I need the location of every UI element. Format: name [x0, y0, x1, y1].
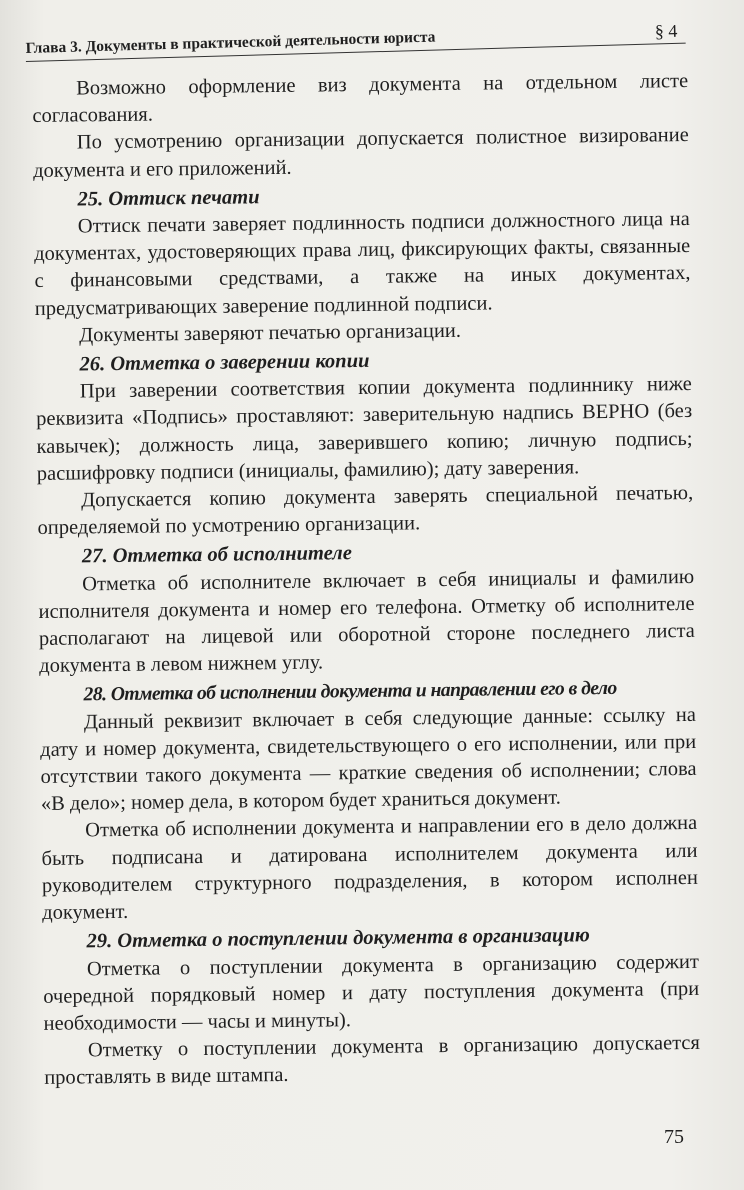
- heading-27: 27. Отметка об исполнителе: [81, 542, 353, 568]
- paragraph: Оттиск печати заверяет подлинность подписи должностного лица на документах, удостоверяющих права лиц, фиксирующих факты, связанные с финансовыми средствами, а также на иных документах, предусматривающих заверение подлинной подписи.: [34, 207, 691, 320]
- heading-29: 29. Отметка о поступлении документа в организацию: [86, 924, 590, 953]
- heading-25: 25. Оттиск печати: [77, 186, 260, 211]
- heading-26: 26. Отметка о заверении копии: [79, 349, 370, 376]
- paragraph: Отметку о поступлении документа в организацию допускается проставлять в виде штампа.: [44, 1032, 700, 1090]
- paragraph: Возможно оформление виз документа на отдельном листе согласования.: [32, 69, 689, 128]
- paragraph: Отметка об исполнении документа и направлении его в дело должна быть подписана и датирована исполнителем документа или руководителем структурного подразделения, в котором исполнен документ.: [41, 812, 698, 925]
- paragraph: Допускается копию документа заверять специальной печатью, определяемой по усмотрению организации.: [37, 482, 694, 540]
- paragraph: Отметка о поступлении документа в организацию содержит очередной порядковый номер и дату поступления документа (при необходимости — часы и минуты).: [43, 950, 700, 1035]
- paragraph: Документы заверяют печатью организации.: [79, 319, 462, 347]
- paragraph: Данный реквизит включает в себя следующие данные: ссылку на дату и номер документа, свидетельствующего о его исполнении, или при отсутствии такого документа — краткие сведения об исполнении; слова «В дело»; номер дела, в котором будет храниться документ.: [40, 703, 697, 816]
- heading-28: 28. Отметка об исполнении документа и направлении его в дело: [83, 678, 617, 706]
- section-number: § 4: [654, 20, 678, 42]
- page-number: 75: [664, 1126, 684, 1148]
- paragraph: Отметка об исполнителе включает в себя инициалы и фамилию исполнителя документа и номер его телефона. Отметку об исполнителе располагают на лицевой или оборотной стороне последнего листа документа в левом нижнем углу.: [38, 565, 695, 678]
- paragraph: По усмотрению организации допускается полистное визирование документа и его приложений.: [33, 124, 689, 182]
- chapter-title: Глава 3. Документы в практической деятельности юриста: [25, 28, 436, 58]
- running-header: [25, 12, 686, 64]
- paragraph: При заверении соответствия копии документа подлиннику ниже реквизита «Подпись» проставляют: заверительную надпись ВЕРНО (без кавычек); должность лица, заверившего копию; личную подпись; расшифровку подписи (инициалы, фамилию); дату заверения.: [36, 373, 693, 485]
- page-body: [32, 68, 700, 1092]
